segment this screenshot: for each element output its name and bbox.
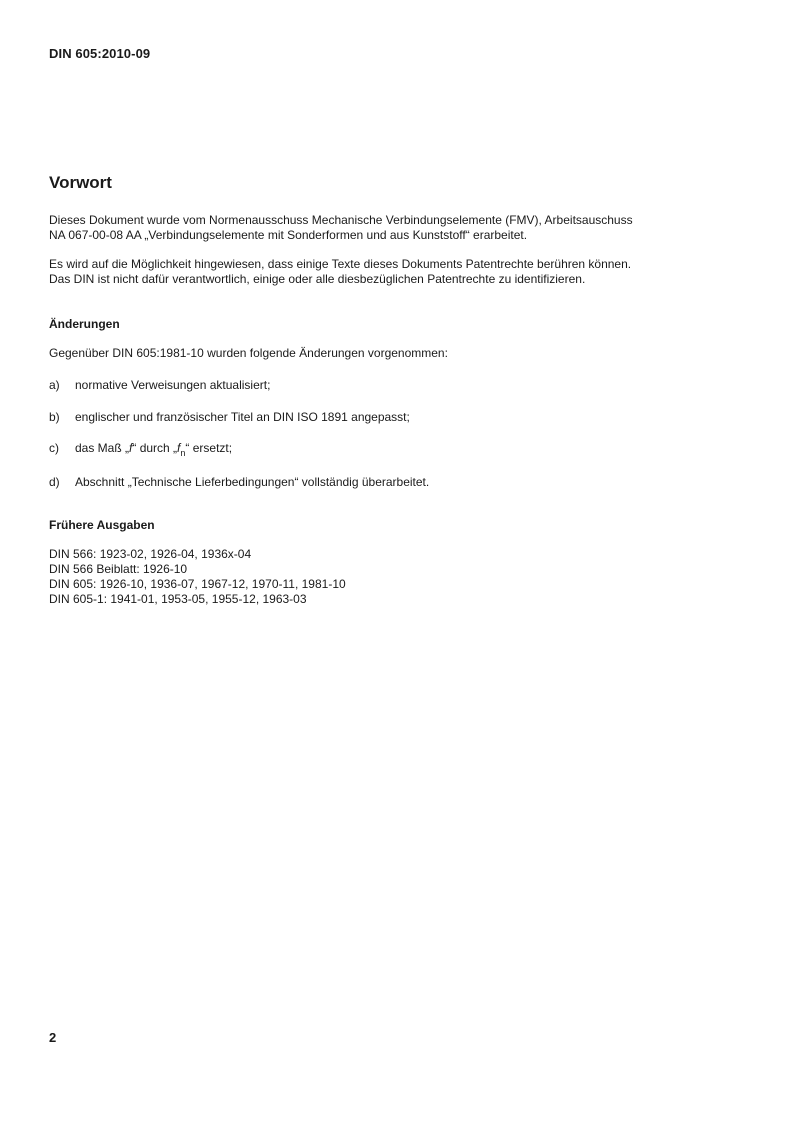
list-item-text [75,441,232,457]
symbol-base: f [177,441,181,455]
text-fragment: das Maß „ [75,441,130,455]
foreword-paragraph-patents [49,257,709,287]
text-fragment: “ ersetzt; [185,441,233,455]
earlier-editions-heading: Frühere Ausgaben [49,518,155,532]
symbol-subscript: n [180,448,186,458]
paragraph-line: Dieses Dokument wurde vom Normenausschuss Mechanische Verbindungselemente (FMV), Arbeitsauschuss [49,213,633,227]
edition-line: DIN 566 Beiblatt: 1926-10 [49,562,188,576]
list-marker: b) [49,410,60,424]
earlier-editions-list [49,547,709,607]
foreword-paragraph-committee [49,213,709,243]
list-item [49,410,709,425]
document-id-header: DIN 605:2010-09 [49,46,151,61]
document-body [49,172,709,607]
changes-heading: Änderungen [49,317,120,331]
text-fragment: “ durch „ [132,441,178,455]
edition-line: DIN 605: 1926-10, 1936-07, 1967-12, 1970-11, 1981-10 [49,577,346,591]
paragraph-line: Das DIN ist nicht dafür verantwortlich, einige oder alle diesbezüglichen Patentrechte zu identifizieren. [49,272,586,286]
list-item-text: normative Verweisungen aktualisiert; [75,378,271,392]
changes-intro: Gegenüber DIN 605:1981-10 wurden folgende Änderungen vorgenommen: [49,346,448,360]
list-item [49,475,709,490]
list-item-text: Abschnitt „Technische Lieferbedingungen“ vollständig überarbeitet. [75,475,430,489]
edition-line: DIN 605-1: 1941-01, 1953-05, 1955-12, 1963-03 [49,592,307,606]
list-item-text: englischer und französischer Titel an DIN ISO 1891 angepasst; [75,410,410,424]
list-item [49,441,709,457]
paragraph-line: NA 067-00-08 AA „Verbindungselemente mit Sonderformen und aus Kunststoff“ erarbeitet. [49,228,528,242]
list-marker: a) [49,378,60,392]
foreword-title: Vorwort [49,173,112,192]
list-marker: d) [49,475,60,489]
page-number: 2 [49,1030,57,1045]
list-marker: c) [49,441,59,455]
dimension-symbol-f: f [129,441,133,455]
paragraph-line: Es wird auf die Möglichkeit hingewiesen, dass einige Texte dieses Dokuments Patentrechte berühren können. [49,257,632,271]
edition-line: DIN 566: 1923-02, 1926-04, 1936x-04 [49,547,252,561]
list-item [49,378,709,393]
